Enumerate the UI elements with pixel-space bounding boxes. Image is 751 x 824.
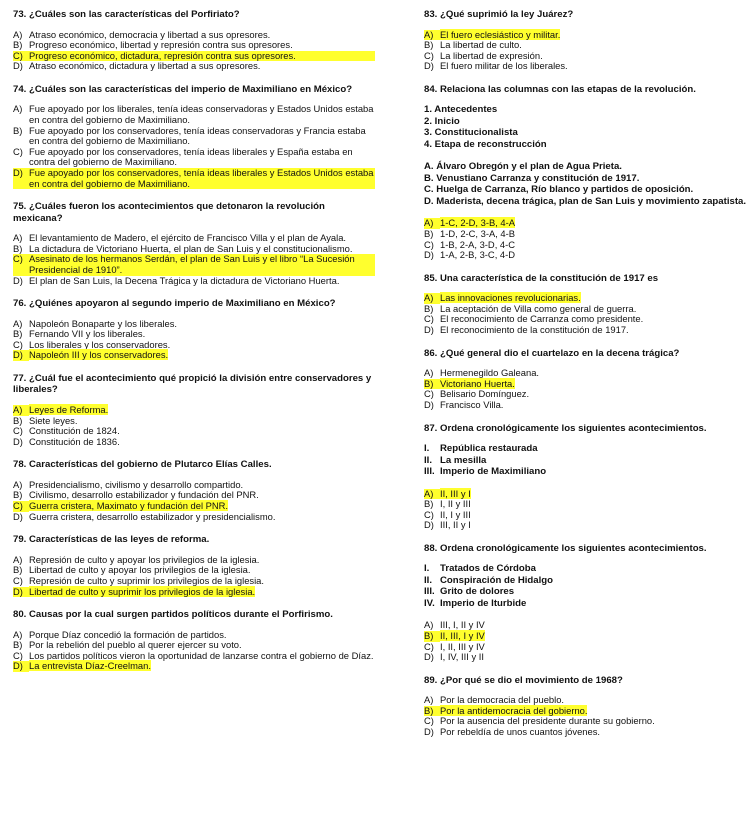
list-item: I. República restaurada [424,443,538,454]
option-a[interactable]: A) Atraso económico, democracia y libertad a sus opresores. [13,28,271,40]
question-80 [13,609,375,672]
option-d[interactable]: D) 1-A, 2-B, 3-C, 4-D [424,249,516,261]
option-a[interactable]: A) Presidencialismo, civilismo y desarrollo compartido. [13,478,244,490]
question-title: 77. ¿Cuál fue el acontecimiento qué propició la división entre conservadores y liberales? [13,372,372,396]
question-title: 85. Una característica de la constitución de 1917 es [424,272,659,284]
question-title: 89. ¿Por qué se dio el movimiento de 1968? [424,674,623,686]
option-a-highlighted[interactable]: A) Las innovaciones revolucionarias. [424,292,581,304]
option-a-highlighted[interactable]: A) El fuero eclesiástico y militar. [424,28,561,40]
question-75 [13,201,375,286]
option-b[interactable]: B) Siete leyes. [13,414,78,426]
question-title: 79. Características de las leyes de reforma. [13,534,210,546]
option-b[interactable]: B) La libertad de culto. [424,39,522,51]
stage-list [424,104,751,150]
option-a[interactable]: A) Hermenegildo Galeana. [424,367,540,379]
option-a[interactable]: A) Por la democracia del pueblo. [424,694,565,706]
option-d[interactable]: D) El plan de San Luis, la Decena Trágica y la dictadura de Victoriano Huerta. [13,274,340,286]
list-item: 3. Constitucionalista [424,127,518,139]
option-d[interactable]: D) Francisco Villa. [424,398,504,410]
option-a-highlighted[interactable]: A) II, III y I [424,487,471,499]
event-list [424,443,751,478]
option-a[interactable]: A) Porque Díaz concedió la formación de partidos. [13,628,227,640]
question-74 [13,84,375,189]
question-title: 76. ¿Quiénes apoyaron al segundo imperio de Maximiliano en México? [13,298,336,310]
option-d-highlighted[interactable]: D) Libertad de culto y suprimir los privilegios de la iglesia. [13,585,256,597]
option-b[interactable]: B) Progreso económico, libertad y represión contra sus opresores. [13,39,293,51]
option-d[interactable]: D) I, IV, III y II [424,651,484,663]
event-list [424,563,751,609]
left-column [13,9,375,684]
option-d[interactable]: D) III, II y I [424,519,471,531]
description-list [424,161,751,207]
option-b[interactable]: B) 1-D, 2-C, 3-A, 4-B [424,227,516,239]
option-a[interactable]: A) Represión de culto y apoyar los privilegios de la iglesia. [13,553,260,565]
option-c-highlighted[interactable]: C) Progreso económico, dictadura, represión contra sus opresores. [13,51,375,62]
option-c[interactable]: C) El reconocimiento de Carranza como presidente. [424,313,644,325]
question-77 [13,373,375,447]
option-b[interactable]: B) La aceptación de Villa como general de guerra. [424,302,637,314]
list-item: B. Venustiano Carranza y constitución de 1917. [424,172,640,184]
option-b[interactable]: B) Fernando VII y los liberales. [13,328,146,340]
option-d[interactable]: D) El reconocimiento de la constitución de 1917. [424,324,629,336]
question-88 [424,543,751,663]
option-a[interactable]: A) El levantamiento de Madero, el ejército de Francisco Villa y el plan de Ayala. [13,232,347,244]
list-item: C. Huelga de Carranza, Río blanco y partidos de oposición. [424,184,694,196]
question-87 [424,423,751,531]
question-85 [424,273,751,336]
option-b-highlighted[interactable]: B) Victoriano Huerta. [424,377,515,389]
question-title: 87. Ordena cronológicamente los siguientes acontecimientos. [424,422,707,434]
list-item: 1. Antecedentes [424,104,498,116]
question-73 [13,9,375,72]
option-b[interactable]: B) Civilismo, desarrollo estabilizador y fundación del PNR. [13,489,259,501]
option-c[interactable]: C) Por la ausencia del presidente durante su gobierno. [424,715,655,727]
list-item: II. Conspiración de Hidalgo [424,574,554,586]
option-a[interactable]: A) III, I, II y IV [424,619,485,631]
option-b[interactable]: B) Fue apoyado por los conservadores, tenía ideas conservadoras y Francia estaba en contra del gobierno de Maximiliano. [13,124,366,147]
option-b[interactable]: B) La dictadura de Victoriano Huerta, el plan de San Luis y el constitucionalismo. [13,242,353,254]
list-item: II. La mesilla [424,454,487,466]
option-b-highlighted[interactable]: B) II, III, I y IV [424,629,485,641]
option-d-highlighted[interactable]: D) Napoleón III y los conservadores. [13,349,169,361]
question-title: 86. ¿Qué general dio el cuartelazo en la decena trágica? [424,347,680,359]
question-83 [424,9,751,72]
option-d[interactable]: D) Guerra cristera, desarrollo estabilizador y presidencialismo. [13,510,276,522]
list-item: IV. Imperio de Iturbide [424,597,527,609]
option-c[interactable]: C) Constitución de 1824. [13,425,120,437]
question-78 [13,459,375,522]
question-76 [13,298,375,361]
option-a[interactable]: A) Fue apoyado por los liberales, tenía ideas conservadoras y Estados Unidos estaba en contra del gobierno de Maximiliano. [13,103,374,125]
option-c[interactable]: C) Los partidos políticos vieron la oportunidad de lanzarse contra el gobierno de Díaz. [13,649,374,661]
right-column [424,9,751,750]
list-item: I. Tratados de Córdoba [424,563,536,575]
option-d[interactable]: D) Atraso económico, dictadura y libertad a sus opresores. [13,60,261,72]
question-86 [424,348,751,411]
question-79 [13,534,375,597]
option-d-highlighted[interactable]: D) Fue apoyado por los conservadores, tenía ideas liberales y Estados Unidos estaba en contra del gobierno de Maximiliano. [13,166,374,189]
question-title: 75. ¿Cuáles fueron los acontecimientos que detonaron la revolución mexicana? [13,201,325,224]
option-d[interactable]: D) Constitución de 1836. [13,435,120,447]
option-a-highlighted[interactable]: A) 1-C, 2-D, 3-B, 4-A [424,217,516,229]
question-title: 80. Causas por la cual surgen partidos políticos durante el Porfirismo. [13,609,333,621]
option-d[interactable]: D) Por rebeldía de unos cuantos jóvenes. [424,726,601,738]
question-84 [424,84,751,261]
option-c[interactable]: C) Represión de culto y suprimir los privilegios de la iglesia. [13,574,265,586]
list-item: D. Maderista, decena trágica, plan de San Luis y movimiento zapatista. [424,195,747,207]
option-c[interactable]: C) La libertad de expresión. [424,49,543,61]
question-title: 88. Ordena cronológicamente los siguientes acontecimientos. [424,542,707,554]
option-b[interactable]: B) Libertad de culto y apoyar los privilegios de la iglesia. [13,564,251,576]
option-c[interactable]: C) Belisario Domínguez. [424,388,530,400]
list-item: 2. Inicio [424,115,460,127]
option-c[interactable]: C) 1-B, 2-A, 3-D, 4-C [424,238,516,250]
option-d[interactable]: D) El fuero militar de los liberales. [424,60,568,72]
list-item: A. Álvaro Obregón y el plan de Agua Prieta. [424,161,622,173]
question-title: 74. ¿Cuáles son las características del imperio de Maximiliano en México? [13,83,353,95]
option-d-highlighted[interactable]: D) La entrevista Díaz-Creelman. [13,660,151,672]
question-title: 78. Características del gobierno de Plutarco Elías Calles. [13,459,272,471]
list-item: 4. Etapa de reconstrucción [424,138,547,150]
option-c[interactable]: C) II, I y III [424,508,471,520]
option-c[interactable]: C) I, II, III y IV [424,640,485,652]
list-item: III. Imperio de Maximiliano [424,466,547,477]
option-c-highlighted[interactable]: C) Guerra cristera, Maximato y fundación del PNR. [13,500,229,512]
question-89 [424,675,751,738]
question-title: 83. ¿Qué suprimió la ley Juárez? [424,9,574,20]
option-c-highlighted[interactable]: C) Asesinato de los hermanos Serdán, el plan de San Luis y el libro “La Sucesión Presidencial de 1910”. [13,254,375,275]
option-a[interactable]: A) Napoleón Bonaparte y los liberales. [13,317,178,329]
option-b-highlighted[interactable]: B) Por la antidemocracia del gobierno. [424,704,588,716]
option-c[interactable]: C) Fue apoyado por los conservadores, tenía ideas liberales y España estaba en contra del gobierno de Maximiliano. [13,145,353,168]
list-item: III. Grito de dolores [424,586,515,598]
option-c[interactable]: C) Los liberales y los conservadores. [13,338,171,350]
question-title: 73. ¿Cuáles son las características del Porfiriato? [13,9,240,20]
option-a-highlighted[interactable]: A) Leyes de Reforma. [13,403,109,415]
question-title: 84. Relaciona las columnas con las etapas de la revolución. [424,83,696,95]
option-b[interactable]: B) Por la rebelión del pueblo al querer ejercer su voto. [13,639,242,651]
option-b[interactable]: B) I, II y III [424,498,471,510]
